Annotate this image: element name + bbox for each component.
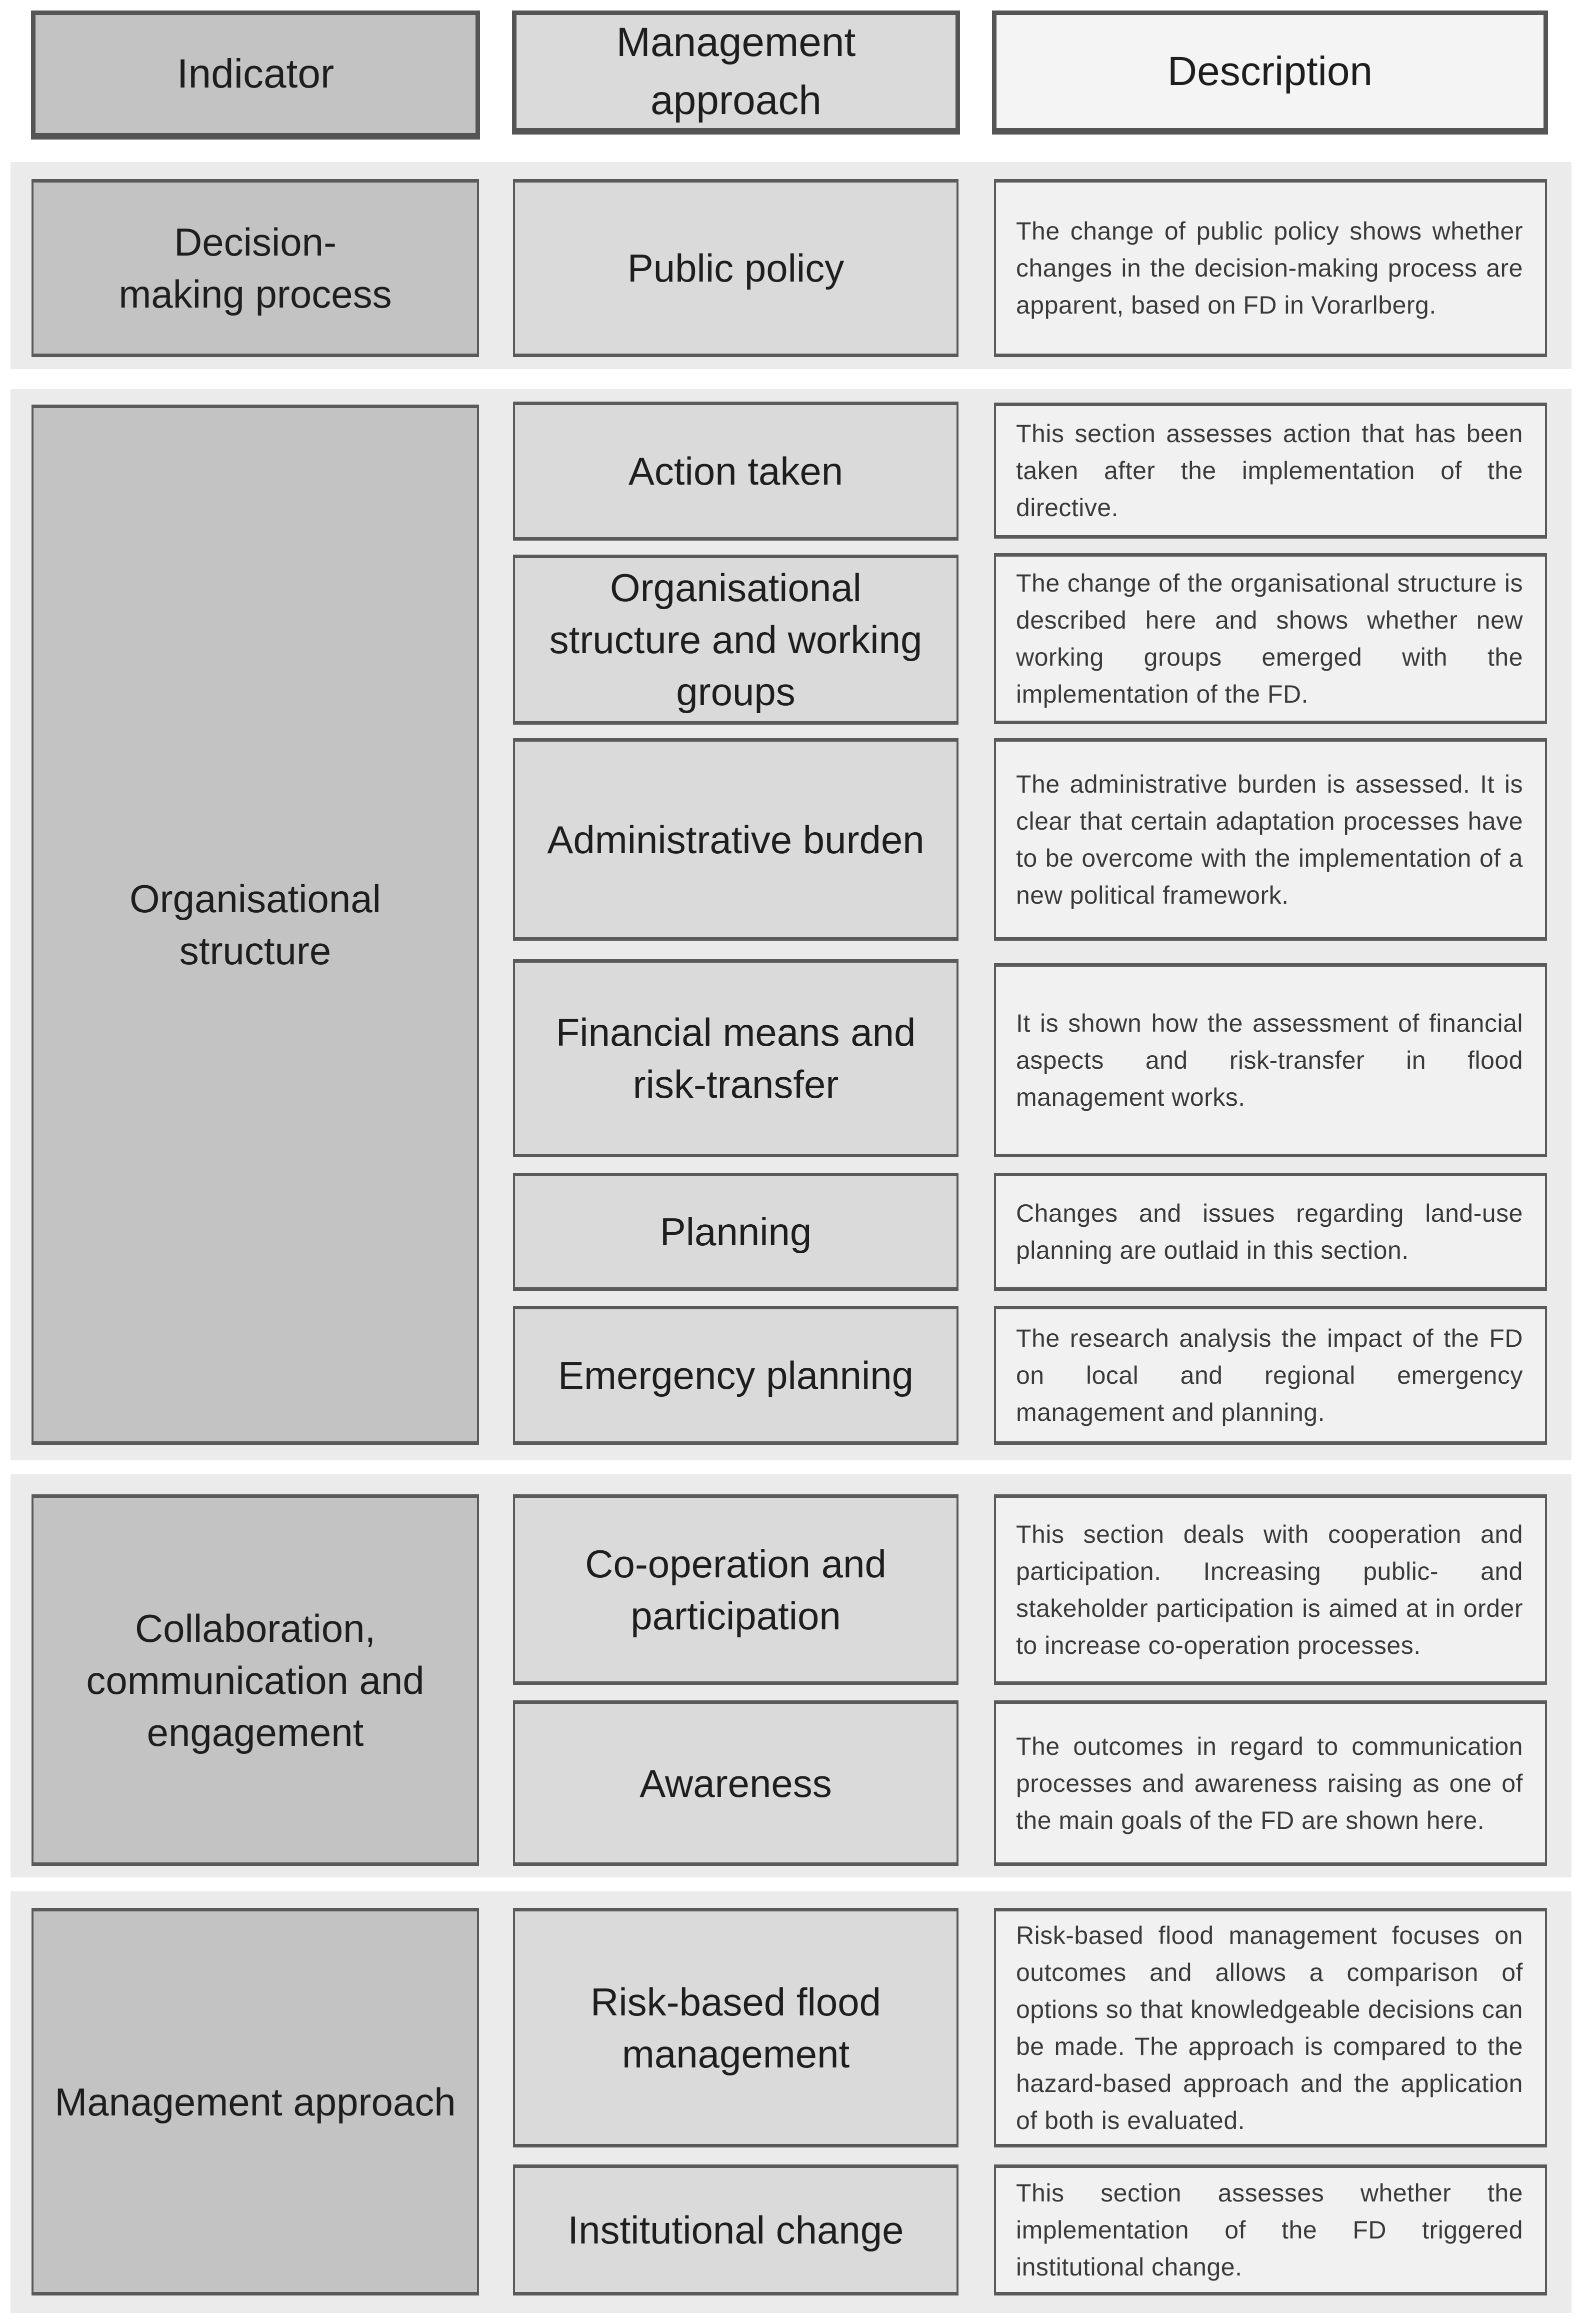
approach-label: Public policy <box>627 246 844 290</box>
description-text: The outcomes in regard to communication processes and awareness raising as one of the main goals of the FD are shown here. <box>1016 1732 1523 1834</box>
header-indicator-label: Indicator <box>176 51 334 97</box>
description-text: This section assesses whether the implementation of the FD triggered institutional change. <box>1016 2179 1523 2281</box>
indicator-label: Decision-making process <box>118 220 392 316</box>
approach-emergency-planning <box>513 1306 958 1445</box>
description-text: Risk-based flood management focuses on outcomes and allows a comparison of options so that knowledgeable decisions can be made. The approach is compared to the hazard-based approach and the application of both is evaluated. <box>1016 1921 1523 2134</box>
description-emergency-planning <box>994 1306 1547 1445</box>
header-indicator <box>31 11 480 140</box>
approach-public-policy <box>513 179 958 357</box>
approach-organisational-structure-working-groups <box>513 555 958 725</box>
indicator-label: Management approach <box>54 2079 456 2124</box>
approach-label: Awareness <box>640 1761 832 1805</box>
description-organisational-structure-working-groups <box>994 553 1547 724</box>
approach-label: Action taken <box>628 449 844 493</box>
description-text: The research analysis the impact of the FD on local and regional emergency management and planning. <box>1016 1324 1523 1426</box>
description-risk-based-flood-management <box>994 1908 1547 2147</box>
indicator-management-approach <box>32 1908 479 2295</box>
description-text: The change of the organisational structure is described here and shows whether new working groups emerged with the implementation of the FD. <box>1016 569 1523 708</box>
approach-action-taken <box>513 402 958 541</box>
header-description <box>992 11 1548 135</box>
indicator-collaboration-communication-engagement <box>32 1494 479 1866</box>
approach-label: Co-operation and participation <box>585 1541 886 1638</box>
approach-risk-based-flood-management <box>513 1908 958 2147</box>
approach-label: Institutional change <box>568 2208 904 2252</box>
approach-financial-means-risk-transfer <box>513 959 958 1157</box>
approach-label: Risk-based flood management <box>590 1979 881 2076</box>
header-management-approach <box>512 11 960 135</box>
approach-administrative-burden <box>513 738 958 941</box>
approach-label: Financial means and risk-transfer <box>556 1010 916 1106</box>
indicator-label: Organisational structure <box>130 877 381 973</box>
description-institutional-change <box>994 2164 1547 2295</box>
description-public-policy <box>994 179 1547 357</box>
approach-institutional-change <box>513 2164 958 2295</box>
description-text: It is shown how the assessment of financial aspects and risk-transfer in flood management works. <box>1016 1009 1523 1111</box>
description-financial-means-risk-transfer <box>994 963 1547 1157</box>
indicator-label: Collaboration, communication and engagement <box>86 1606 424 1754</box>
approach-awareness <box>513 1700 958 1866</box>
description-text: Changes and issues regarding land-use planning are outlaid in this section. <box>1016 1199 1523 1264</box>
description-awareness <box>994 1700 1547 1866</box>
description-text: The change of public policy shows whether changes in the decision-making process are apparent, based on FD in Vorarlberg. <box>1016 217 1523 319</box>
approach-label: Planning <box>660 1210 812 1254</box>
description-co-operation-participation <box>994 1494 1547 1685</box>
approach-label: Emergency planning <box>558 1353 914 1397</box>
approach-label: Administrative burden <box>547 817 924 862</box>
approach-label: Organisational structure and working groups <box>549 566 922 714</box>
indicator-organisational-structure <box>32 405 479 1445</box>
description-action-taken <box>994 403 1547 539</box>
indicator-decision-making-process <box>32 179 479 357</box>
header-management-approach-label: Management approach <box>616 20 856 123</box>
description-text: The administrative burden is assessed. It is clear that certain adaptation processes have to be overcome with the implementation of a new political framework. <box>1016 770 1523 909</box>
header-description-label: Description <box>1167 49 1373 94</box>
approach-co-operation-participation <box>513 1494 958 1685</box>
description-text: This section deals with cooperation and participation. Increasing public- and stakeholder participation is aimed at in order to increase co-operation processes. <box>1016 1520 1523 1659</box>
description-text: This section assesses action that has been taken after the implementation of the directive. <box>1016 420 1523 522</box>
description-administrative-burden <box>994 738 1547 941</box>
description-planning <box>994 1173 1547 1291</box>
approach-planning <box>513 1173 958 1291</box>
